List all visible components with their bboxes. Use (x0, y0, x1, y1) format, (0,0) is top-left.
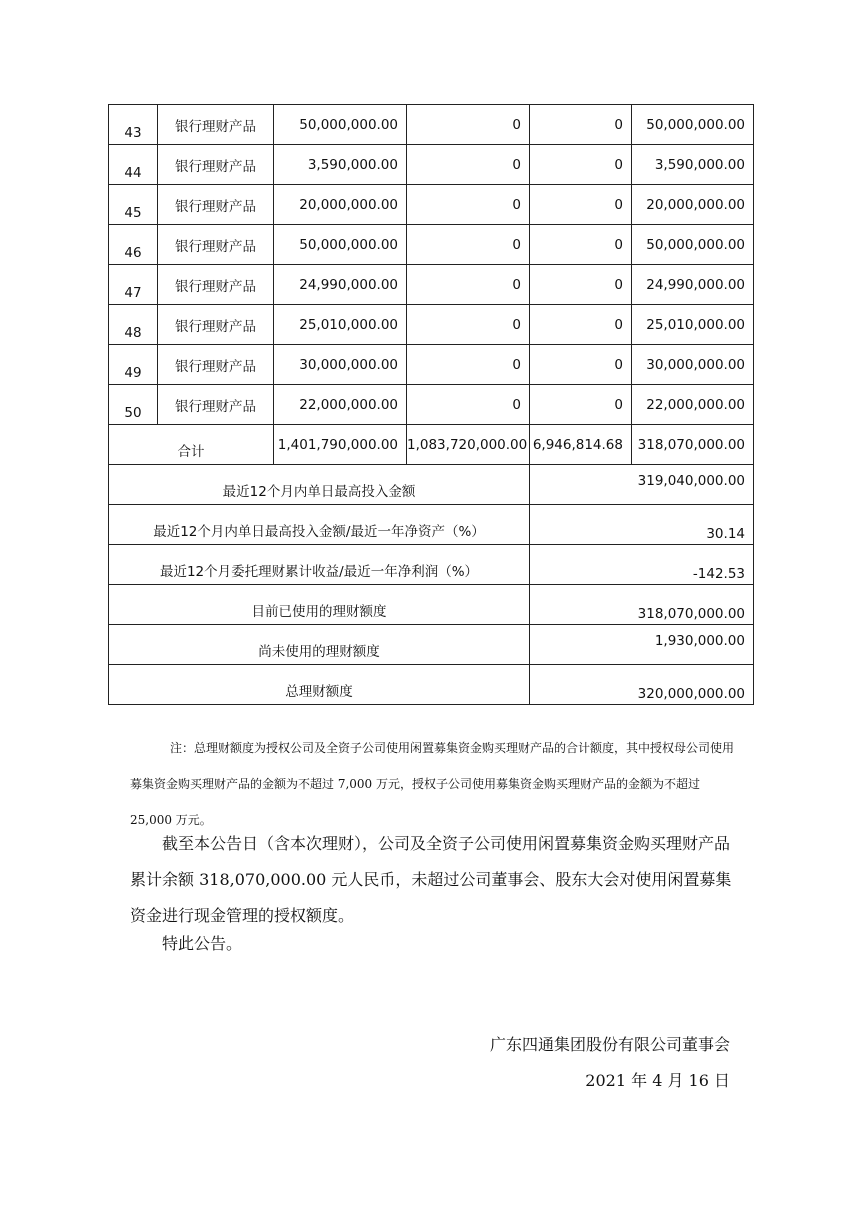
financial-products-table (108, 104, 754, 705)
redeemed-cell: 0 (407, 145, 530, 185)
summary-value: 320,000,000.00 (530, 665, 754, 705)
summary-label: 目前已使用的理财额度 (109, 585, 530, 625)
total-amount: 1,401,790,000.00 (274, 425, 407, 465)
amount-cell: 25,010,000.00 (274, 305, 407, 345)
table-row (109, 265, 754, 305)
summary-row (109, 625, 754, 665)
row-number: 44 (109, 145, 158, 185)
paragraph-balance: 截至本公告日（含本次理财），公司及全资子公司使用闲置募集资金购买理财产品累计余额 318,070,000.00 元人民币，未超过公司董事会、股东大会对使用闲置募集资金进行现金管理的授权额度。 (130, 834, 732, 925)
summary-label: 最近12个月内单日最高投入金额/最近一年净资产（%） (109, 505, 530, 545)
income-cell: 0 (530, 105, 632, 145)
amount-cell: 50,000,000.00 (274, 105, 407, 145)
redeemed-cell: 0 (407, 105, 530, 145)
balance-cell: 24,990,000.00 (632, 265, 754, 305)
summary-row (109, 545, 754, 585)
row-number: 48 (109, 305, 158, 345)
balance-cell: 50,000,000.00 (632, 225, 754, 265)
balance-cell: 20,000,000.00 (632, 185, 754, 225)
table-row (109, 105, 754, 145)
summary-value: 319,040,000.00 (530, 465, 754, 505)
income-cell: 0 (530, 145, 632, 185)
table-note: 注：总理财额度为授权公司及全资子公司使用闲置募集资金购买理财产品的合计额度，其中授权母公司使用募集资金购买理财产品的金额为不超过 7,000 万元，授权子公司使用募集资金购买理财产品的金额为不超过 25,000 万元。 (130, 741, 735, 827)
summary-label: 尚未使用的理财额度 (109, 625, 530, 665)
table-row (109, 345, 754, 385)
total-redeemed: 1,083,720,000.00 (407, 425, 530, 465)
income-cell: 0 (530, 185, 632, 225)
summary-row (109, 465, 754, 505)
balance-cell: 25,010,000.00 (632, 305, 754, 345)
summary-row (109, 505, 754, 545)
row-number: 50 (109, 385, 158, 425)
row-number: 49 (109, 345, 158, 385)
table-row (109, 185, 754, 225)
redeemed-cell: 0 (407, 385, 530, 425)
amount-cell: 3,590,000.00 (274, 145, 407, 185)
redeemed-cell: 0 (407, 225, 530, 265)
row-number: 43 (109, 105, 158, 145)
balance-cell: 22,000,000.00 (632, 385, 754, 425)
amount-cell: 50,000,000.00 (274, 225, 407, 265)
income-cell: 0 (530, 385, 632, 425)
income-cell: 0 (530, 345, 632, 385)
amount-cell: 20,000,000.00 (274, 185, 407, 225)
income-cell: 0 (530, 265, 632, 305)
total-row (109, 425, 754, 465)
redeemed-cell: 0 (407, 185, 530, 225)
amount-cell: 30,000,000.00 (274, 345, 407, 385)
summary-row (109, 585, 754, 625)
total-balance: 318,070,000.00 (632, 425, 754, 465)
table-row (109, 385, 754, 425)
summary-label: 最近12个月委托理财累计收益/最近一年净利润（%） (109, 545, 530, 585)
redeemed-cell: 0 (407, 345, 530, 385)
product-name: 银行理财产品 (158, 385, 274, 425)
summary-label: 总理财额度 (109, 665, 530, 705)
amount-cell: 22,000,000.00 (274, 385, 407, 425)
product-name: 银行理财产品 (158, 345, 274, 385)
summary-row (109, 665, 754, 705)
summary-label: 最近12个月内单日最高投入金额 (109, 465, 530, 505)
product-name: 银行理财产品 (158, 185, 274, 225)
income-cell: 0 (530, 305, 632, 345)
balance-cell: 30,000,000.00 (632, 345, 754, 385)
summary-value: 1,930,000.00 (530, 625, 754, 665)
product-name: 银行理财产品 (158, 145, 274, 185)
product-name: 银行理财产品 (158, 265, 274, 305)
summary-value: 318,070,000.00 (530, 585, 754, 625)
total-label: 合计 (109, 425, 274, 465)
summary-value: -142.53 (530, 545, 754, 585)
amount-cell: 24,990,000.00 (274, 265, 407, 305)
balance-cell: 50,000,000.00 (632, 105, 754, 145)
balance-cell: 3,590,000.00 (632, 145, 754, 185)
row-number: 46 (109, 225, 158, 265)
total-income: 6,946,814.68 (530, 425, 632, 465)
table-row (109, 305, 754, 345)
redeemed-cell: 0 (407, 265, 530, 305)
income-cell: 0 (530, 225, 632, 265)
redeemed-cell: 0 (407, 305, 530, 345)
summary-value: 30.14 (530, 505, 754, 545)
paragraph-closing: 特此公告。 (162, 934, 243, 953)
table-row (109, 225, 754, 265)
table-row (109, 145, 754, 185)
product-name: 银行理财产品 (158, 225, 274, 265)
signature-date: 2021 年 4 月 16 日 (585, 1071, 730, 1090)
product-name: 银行理财产品 (158, 305, 274, 345)
row-number: 45 (109, 185, 158, 225)
signature-company: 广东四通集团股份有限公司董事会 (489, 1035, 730, 1054)
row-number: 47 (109, 265, 158, 305)
product-name: 银行理财产品 (158, 105, 274, 145)
